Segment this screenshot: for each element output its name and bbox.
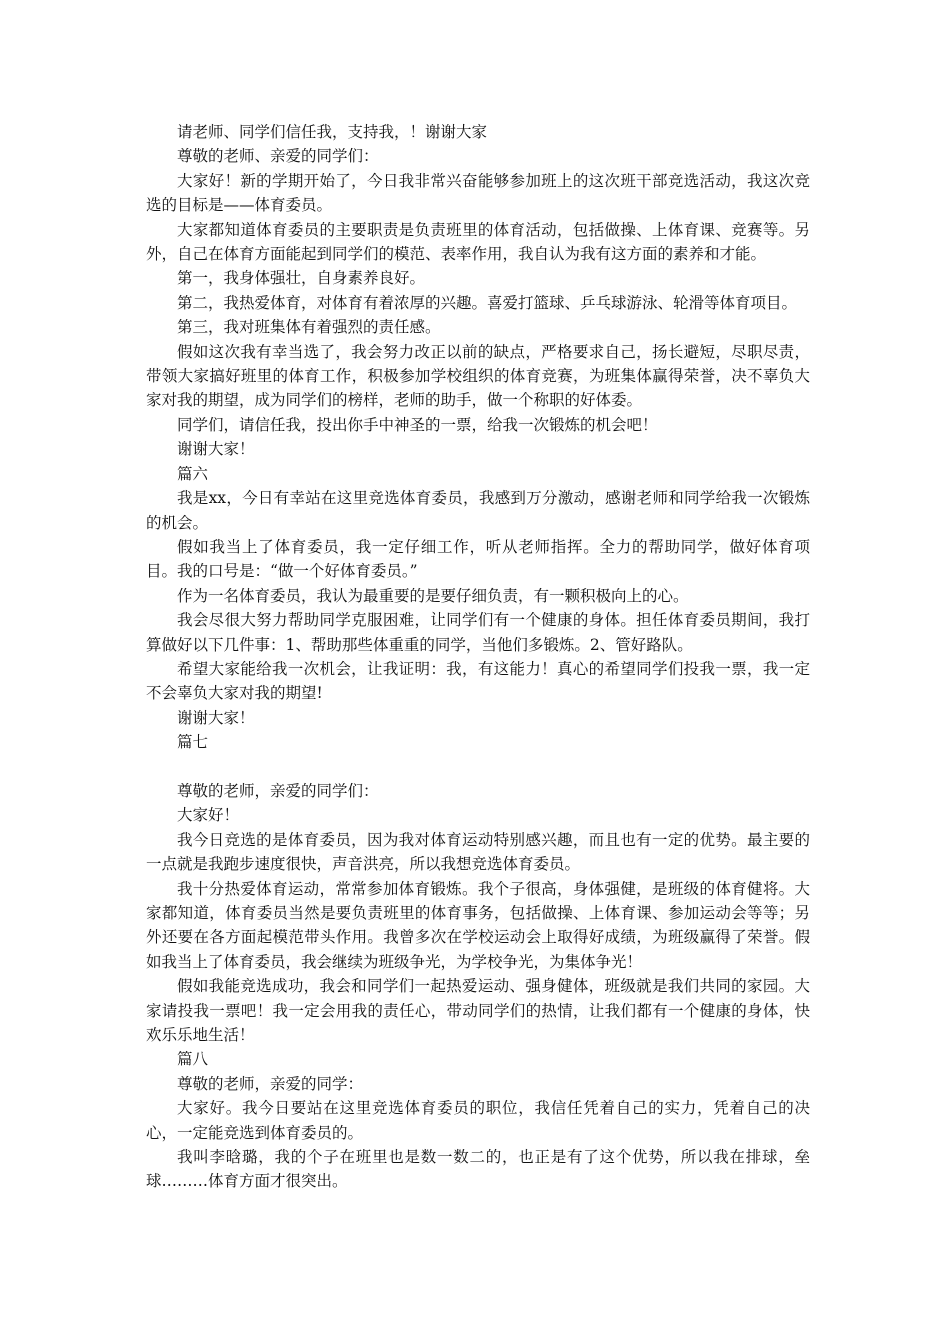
paragraph: 第三，我对班集体有着强烈的责任感。 (177, 318, 441, 337)
paragraph: 我是xx，今日有幸站在这里竞选体育委员，我感到万分激动，感谢老师和同学给我一次锻炼的机会。 (146, 489, 810, 532)
section-heading: 篇六 (177, 464, 209, 483)
section-heading: 篇七 (177, 733, 209, 752)
blank-line (146, 755, 810, 779)
paragraph: 作为一名体育委员，我认为最重要的是要仔细负责，有一颗积极向上的心。 (177, 586, 689, 605)
paragraph: 谢谢大家！ (177, 708, 255, 727)
paragraph: 我十分热爱体育运动，常常参加体育锻炼。我个子很高，身体强健，是班级的体育健将。大家都知道，体育委员当然是要负责班里的体育事务，包括做操、上体育课、参加运动会等等；另外还要在各方面起模范带头作用。我曾多次在学校运动会上取得好成绩，为班级赢得了荣誉。假如我当上了体育委员，我会继续为班级争光，为学校争光，为集体争光！ (146, 879, 810, 971)
section-heading: 篇八 (177, 1050, 209, 1069)
paragraph: 尊敬的老师，亲爱的同学： (177, 1074, 364, 1093)
paragraph: 第二，我热爱体育，对体育有着浓厚的兴趣。喜爱打篮球、乒乓球游泳、轮滑等体育项目。 (177, 293, 798, 312)
paragraph: 大家都知道体育委员的主要职责是负责班里的体育活动，包括做操、上体育课、竞赛等。另外，自己在体育方面能起到同学们的模范、表率作用，我自认为我有这方面的素养和才能。 (146, 220, 810, 264)
paragraph: 假如这次我有幸当选了，我会努力改正以前的缺点，严格要求自己，扬长避短，尽职尽责，带领大家搞好班里的体育工作，积极参加学校组织的体育竞赛，为班集体赢得荣誉，决不辜负大家对我的期望，成为同学们的榜样，老师的助手，做一个称职的好体委。 (146, 342, 810, 410)
paragraph: 谢谢大家！ (177, 440, 255, 459)
paragraph: 大家好。我今日要站在这里竞选体育委员的职位，我信任凭着自己的实力，凭着自己的决心，一定能竞选到体育委员的。 (146, 1099, 810, 1142)
paragraph: 请老师、同学们信任我，支持我，！谢谢大家 (177, 123, 488, 141)
paragraph: 我叫李晗璐，我的个子在班里也是数一数二的，也正是有了这个优势，所以我在排球，垒球………体育方面才很突出。 (146, 1148, 810, 1191)
paragraph: 尊敬的老师、亲爱的同学们： (177, 147, 379, 166)
paragraph: 大家好！ (177, 806, 240, 825)
paragraph: 假如我能竞选成功，我会和同学们一起热爱运动、强身健体，班级就是我们共同的家园。大家请投我一票吧！我一定会用我的责任心，带动同学们的热情，让我们都有一个健康的身体，快欢乐乐地生活！ (146, 977, 810, 1045)
paragraph: 我会尽很大努力帮助同学克服困难，让同学们有一个健康的身体。担任体育委员期间，我打算做好以下几件事：1、帮助那些体重重的同学，当他们多锻炼。2、管好路队。 (146, 611, 810, 654)
paragraph: 希望大家能给我一次机会，让我证明：我，有这能力！真心的希望同学们投我一票，我一定不会辜负大家对我的期望! (146, 659, 810, 703)
paragraph: 同学们，请信任我，投出你手中神圣的一票，给我一次锻炼的机会吧！ (177, 415, 658, 434)
paragraph: 我今日竞选的是体育委员，因为我对体育运动特别感兴趣，而且也有一定的优势。最主要的一点就是我跑步速度很快，声音洪亮，所以我想竞选体育委员。 (146, 830, 810, 874)
paragraph: 第一，我身体强壮，自身素养良好。 (177, 269, 426, 288)
paragraph: 尊敬的老师，亲爱的同学们： (177, 781, 379, 800)
document-body (146, 120, 810, 1194)
paragraph: 大家好！新的学期开始了，今日我非常兴奋能够参加班上的这次班干部竞选活动，我这次竞选的目标是——体育委员。 (146, 171, 810, 215)
paragraph: 假如我当上了体育委员，我一定仔细工作，听从老师指挥。全力的帮助同学，做好体育项目。我的口号是：“做一个好体育委员。” (146, 537, 810, 581)
